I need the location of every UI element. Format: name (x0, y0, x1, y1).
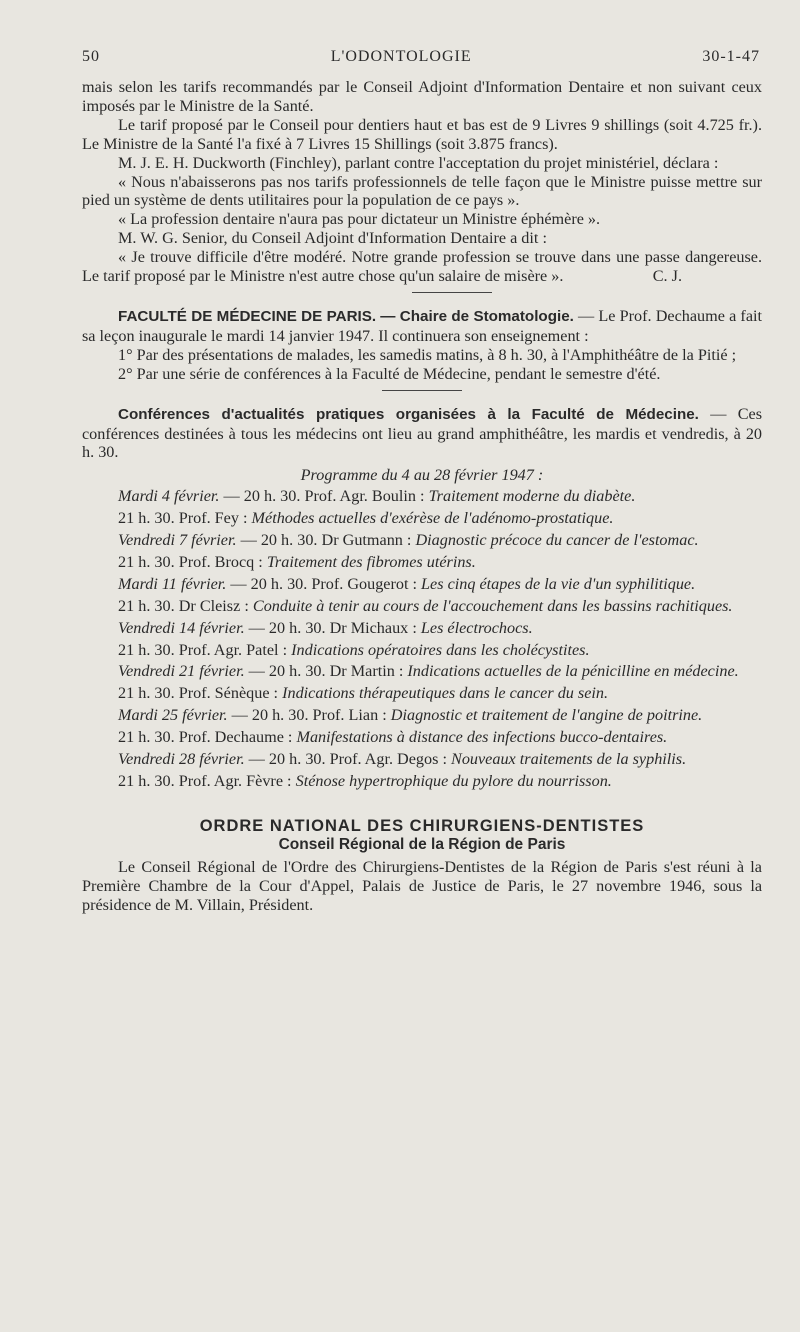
ordre-subtitle: Conseil Régional de la Région de Paris (278, 835, 566, 853)
article-body (82, 78, 762, 915)
entry-topic: Nouveaux traitements de la syphilis. (451, 750, 687, 769)
intro-paragraph: mais selon les tarifs recommandés par le Conseil Adjoint d'Information Dentaire et non suivant ceux imposés par le Ministre de la Santé. (82, 78, 762, 115)
quote-paragraph: « La profession dentaire n'aura pas pour dictateur un Ministre éphémère ». (118, 210, 601, 229)
faculte-item: 1° Par des présentations de malades, les samedis matins, à 8 h. 30, à l'Amphithéâtre de la Pitié ; (118, 345, 737, 364)
faculte-body: — Le Prof. Dechaume a fait sa leçon inaugurale le mardi 14 janvier 1947. Il continuera son enseignement : (82, 306, 763, 345)
entry-topic: Les cinq étapes de la vie d'un syphilitique. (421, 574, 696, 593)
entry-speaker: 21 h. 30. Prof. Sénèque : (118, 684, 279, 703)
programme-entry (82, 597, 762, 616)
entry-speaker: — 20 h. 30. Dr Martin : (248, 662, 404, 681)
programme-entry (82, 553, 762, 572)
entry-speaker: — 20 h. 30. Dr Michaux : (248, 618, 417, 637)
entry-topic: Indications opératoires dans les cholécystites. (291, 640, 590, 659)
entry-topic: Indications thérapeutiques dans le cancer du sein. (282, 684, 609, 703)
programme-entry (82, 641, 762, 660)
programme-entry (82, 706, 762, 725)
entry-speaker: — 20 h. 30. Prof. Lian : (231, 706, 387, 725)
quote-paragraph: « Nous n'abaisserons pas nos tarifs professionnels de telle façon que le Ministre puisse mettre sur pied un système de dents utilitaires pour la population de ce pays ». (82, 172, 762, 210)
section-divider (382, 390, 462, 391)
entry-topic: Les électrochocs. (420, 618, 533, 637)
entry-speaker: 21 h. 30. Prof. Agr. Fèvre : (118, 772, 292, 790)
programme-list (82, 487, 762, 791)
quote-text: « Je trouve difficile d'être modéré. Notre grande profession se trouve dans une passe dangereuse. Le tarif proposé par le Ministre n'est autre chose qu'un salaire de misère ». (82, 248, 762, 286)
ordre-title: ORDRE NATIONAL DES CHIRURGIENS-DENTISTES (199, 816, 645, 835)
faculte-item: 2° Par une série de conférences à la Faculté de Médecine, pendant le semestre d'été. (118, 364, 661, 383)
conferences-body: — Ces conférences destinées à tous les médecins ont lieu au grand amphithéâtre, les mardis et vendredis, à 20 h. 30. (82, 404, 763, 462)
entry-topic: Conduite à tenir au cours de l'accouchement dans les bassins rachitiques. (252, 596, 733, 615)
intro-paragraph: Le tarif proposé par le Conseil pour dentiers haut et bas est de 9 Livres 9 shillings (soit 4.725 fr.). Le Ministre de la Santé l'a fixé à 7 Livres 15 Shillings (soit 3.875 francs). (82, 115, 762, 153)
conferences-title: Conférences d'actualités pratiques organisées à la Faculté de Médecine. (118, 405, 699, 423)
entry-speaker: 21 h. 30. Prof. Brocq : (118, 552, 263, 571)
page-number: 50 (82, 48, 100, 65)
programme-entry (82, 487, 762, 506)
entry-speaker: 21 h. 30. Prof. Dechaume : (118, 728, 293, 747)
entry-date: Vendredi 7 février. (118, 531, 237, 550)
issue-date: 30-1-47 (702, 48, 760, 65)
entry-topic: Diagnostic précoce du cancer de l'estomac. (415, 531, 699, 550)
programme-entry (82, 772, 762, 791)
entry-date: Vendredi 28 février. (118, 750, 245, 769)
page-header (82, 48, 760, 66)
entry-date: Vendredi 21 février. (118, 662, 245, 681)
entry-topic: Diagnostic et traitement de l'angine de poitrine. (390, 706, 703, 725)
intro-paragraph: M. J. E. H. Duckworth (Finchley), parlant contre l'acceptation du projet ministériel, déclara : (118, 153, 719, 172)
entry-speaker: 21 h. 30. Prof. Fey : (118, 509, 248, 528)
programme-entry (82, 662, 762, 681)
entry-topic: Traitement moderne du diabète. (428, 487, 636, 506)
programme-entry (82, 509, 762, 528)
entry-speaker: 21 h. 30. Prof. Agr. Patel : (118, 640, 288, 659)
ordre-body: Le Conseil Régional de l'Ordre des Chirurgiens-Dentistes de la Région de Paris s'est réuni à la Première Chambre de la Cour d'Appel, Palais de Justice de Paris, le 27 novembre 1946, sous la présidence de M. Villain, Président. (82, 857, 762, 914)
programme-entry (82, 750, 762, 769)
entry-speaker: — 20 h. 30. Prof. Agr. Boulin : (223, 487, 425, 506)
intro-paragraph: M. W. G. Senior, du Conseil Adjoint d'Information Dentaire a dit : (118, 229, 547, 248)
entry-date: Mardi 11 février. (118, 574, 227, 593)
entry-speaker: — 20 h. 30. Prof. Agr. Degos : (248, 750, 447, 769)
conferences-paragraph (82, 405, 762, 463)
quote-paragraph (82, 248, 762, 286)
author-signature: C. J. (652, 267, 682, 286)
programme-entry (82, 531, 762, 550)
entry-topic: Manifestations à distance des infections bucco-dentaires. (296, 728, 668, 747)
programme-entry (82, 728, 762, 747)
entry-date: Mardi 4 février. (118, 487, 220, 506)
faculte-chair: — Chaire de Stomatologie. (380, 307, 574, 325)
programme-title: Programme du 4 au 28 février 1947 : (300, 466, 544, 485)
faculte-title: FACULTÉ DE MÉDECINE DE PARIS. (118, 307, 377, 325)
programme-entry (82, 619, 762, 638)
section-divider (412, 292, 492, 293)
programme-entry (82, 575, 762, 594)
entry-date: Vendredi 14 février. (118, 618, 245, 637)
journal-title: L'ODONTOLOGIE (330, 48, 472, 65)
entry-topic: Méthodes actuelles d'exérèse de l'adénomo-prostatique. (251, 509, 614, 528)
entry-topic: Traitement des fibromes utérins. (266, 552, 476, 571)
entry-speaker: — 20 h. 30. Dr Gutmann : (240, 531, 412, 550)
faculte-paragraph (82, 307, 762, 346)
entry-speaker: 21 h. 30. Dr Cleisz : (118, 596, 249, 615)
entry-topic: Indications actuelles de la pénicilline en médecine. (407, 662, 739, 681)
entry-topic: Sténose hypertrophique du pylore du nourrisson. (295, 772, 612, 790)
programme-entry (82, 684, 762, 703)
entry-date: Mardi 25 février. (118, 706, 228, 725)
entry-speaker: — 20 h. 30. Prof. Gougerot : (230, 574, 417, 593)
